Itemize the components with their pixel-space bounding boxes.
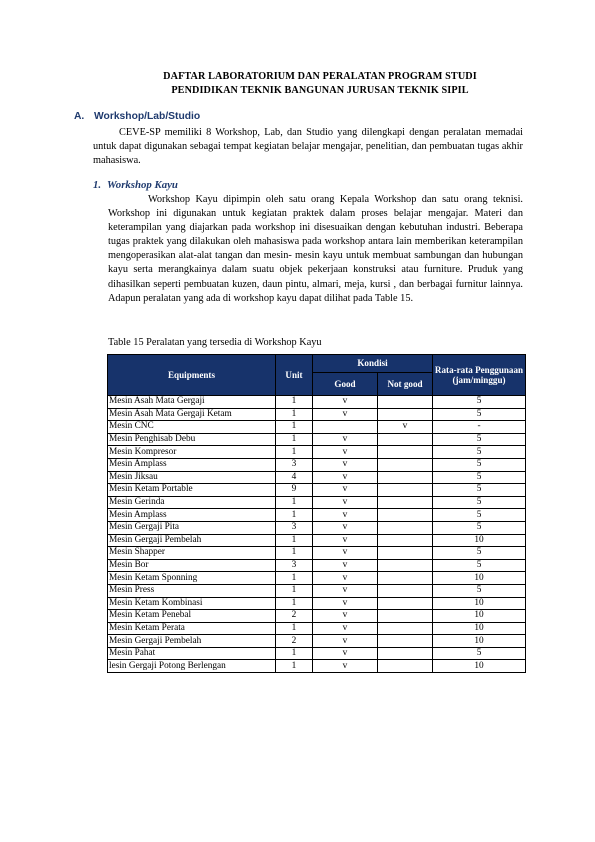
cell-not-good [378, 597, 433, 610]
header-good: Good [313, 373, 378, 396]
cell-unit: 2 [276, 635, 313, 648]
equipment-table [107, 354, 526, 673]
cell-equipment-name: Mesin Pahat [108, 647, 276, 660]
cell-equipment-name: Mesin Amplass [108, 509, 276, 522]
cell-equipment-name: Mesin Amplass [108, 458, 276, 471]
cell-good: v [313, 635, 378, 648]
cell-unit: 3 [276, 559, 313, 572]
cell-equipment-name: Mesin Asah Mata Gergaji Ketam [108, 408, 276, 421]
cell-usage: 10 [433, 572, 526, 585]
cell-not-good [378, 547, 433, 560]
cell-good: v [313, 484, 378, 497]
document-title-line2: PENDIDIKAN TEKNIK BANGUNAN JURUSAN TEKNIK SIPIL [171, 85, 469, 96]
cell-equipment-name: Mesin CNC [108, 421, 276, 434]
cell-equipment-name: Mesin Gergaji Pembelah [108, 534, 276, 547]
header-equipments: Equipments [108, 355, 276, 396]
cell-unit: 1 [276, 622, 313, 635]
cell-usage: 10 [433, 597, 526, 610]
cell-not-good [378, 458, 433, 471]
cell-good: v [313, 647, 378, 660]
cell-usage: 5 [433, 547, 526, 560]
cell-unit: 1 [276, 597, 313, 610]
table-row [108, 496, 526, 509]
cell-not-good [378, 635, 433, 648]
table-row [108, 572, 526, 585]
cell-good: v [313, 408, 378, 421]
table-row [108, 408, 526, 421]
cell-unit: 1 [276, 534, 313, 547]
cell-good [313, 421, 378, 434]
cell-usage: 10 [433, 622, 526, 635]
table-row [108, 471, 526, 484]
table-row [108, 547, 526, 560]
cell-usage: 5 [433, 471, 526, 484]
cell-good: v [313, 496, 378, 509]
cell-good: v [313, 622, 378, 635]
cell-usage: 10 [433, 610, 526, 623]
cell-good: v [313, 396, 378, 409]
table-row [108, 446, 526, 459]
cell-equipment-name: Mesin Ketam Kombinasi [108, 597, 276, 610]
cell-not-good [378, 433, 433, 446]
cell-usage: 5 [433, 408, 526, 421]
cell-usage: - [433, 421, 526, 434]
cell-usage: 10 [433, 635, 526, 648]
document-title-line1: DAFTAR LABORATORIUM DAN PERALATAN PROGRAM STUDI [163, 71, 477, 82]
header-usage: Rata-rata Penggunaan (jam/minggu) [433, 355, 526, 396]
cell-unit: 1 [276, 421, 313, 434]
table-row [108, 559, 526, 572]
cell-usage: 5 [433, 446, 526, 459]
table-row [108, 421, 526, 434]
cell-usage: 5 [433, 584, 526, 597]
table-row [108, 484, 526, 497]
subsection-paragraph: Workshop Kayu dipimpin oleh satu orang Kepala Workshop dan satu orang teknisi. Workshop ini digunakan untuk kegiatan praktek dalam proses belajar mengajar. Materi dan keterampilan yang diajarkan pada workshop ini disesuaikan dengan kebutuhan industri. Beberapa tugas praktek yang dilakukan oleh mahasiswa pada workshop antara lain memberikan keterampilan mengoperasikan alat-alat tangan dan mesin- mesin kayu untuk membuat sambungan dan hubungan kayu serta merangkainya dalam suatu objek pekerjaan konstruksi atau furniture. Pruduk yang dihasilkan seperti pembuatan kuzen, daun pintu, almari, meja, kursi , dan berbagai furnitur lainnya. Adapun peralatan yang ada di workshop kayu dapat dilihat pada Table 15. [108, 194, 523, 304]
cell-good: v [313, 660, 378, 673]
cell-equipment-name: Mesin Gerinda [108, 496, 276, 509]
cell-equipment-name: Mesin Jiksau [108, 471, 276, 484]
cell-usage: 5 [433, 484, 526, 497]
cell-unit: 4 [276, 471, 313, 484]
table-row [108, 534, 526, 547]
cell-usage: 5 [433, 396, 526, 409]
cell-not-good [378, 509, 433, 522]
subsection-heading [93, 179, 178, 191]
cell-not-good [378, 610, 433, 623]
table-row [108, 396, 526, 409]
cell-not-good [378, 496, 433, 509]
cell-equipment-name: Mesin Shapper [108, 547, 276, 560]
cell-good: v [313, 471, 378, 484]
table-row [108, 584, 526, 597]
cell-usage: 10 [433, 534, 526, 547]
section-a-paragraph: CEVE-SP memiliki 8 Workshop, Lab, dan Studio yang dilengkapi dengan peralatan memadai untuk dapat digunakan sebagai tempat kegiatan belajar mengajar, penelitian, dan pembuatan tugas akhir mahasiswa. [93, 127, 523, 166]
cell-unit: 1 [276, 547, 313, 560]
cell-unit: 1 [276, 496, 313, 509]
cell-usage: 10 [433, 660, 526, 673]
cell-not-good: v [378, 421, 433, 434]
cell-not-good [378, 408, 433, 421]
table-caption: Table 15 Peralatan yang tersedia di Workshop Kayu [108, 337, 322, 348]
cell-good: v [313, 572, 378, 585]
cell-not-good [378, 559, 433, 572]
header-unit: Unit [276, 355, 313, 396]
cell-unit: 1 [276, 446, 313, 459]
cell-unit: 1 [276, 647, 313, 660]
header-not-good: Not good [378, 373, 433, 396]
cell-equipment-name: Mesin Kompresor [108, 446, 276, 459]
cell-good: v [313, 534, 378, 547]
cell-good: v [313, 458, 378, 471]
cell-equipment-name: Mesin Ketam Perata [108, 622, 276, 635]
cell-unit: 1 [276, 433, 313, 446]
cell-not-good [378, 534, 433, 547]
cell-not-good [378, 471, 433, 484]
cell-equipment-name: lesin Gergaji Potong Berlengan [108, 660, 276, 673]
table-row [108, 610, 526, 623]
cell-good: v [313, 521, 378, 534]
table-row [108, 521, 526, 534]
subsection-title: Workshop Kayu [107, 179, 178, 191]
cell-good: v [313, 433, 378, 446]
section-a-letter: A. [74, 111, 85, 122]
cell-good: v [313, 610, 378, 623]
cell-unit: 1 [276, 572, 313, 585]
equipment-table-body [108, 396, 526, 673]
cell-equipment-name: Mesin Penghisab Debu [108, 433, 276, 446]
table-row [108, 622, 526, 635]
cell-usage: 5 [433, 458, 526, 471]
table-row [108, 635, 526, 648]
cell-usage: 5 [433, 521, 526, 534]
cell-usage: 5 [433, 559, 526, 572]
section-a-title: Workshop/Lab/Studio [94, 111, 201, 122]
cell-unit: 3 [276, 458, 313, 471]
cell-equipment-name: Mesin Gergaji Pembelah [108, 635, 276, 648]
cell-usage: 5 [433, 433, 526, 446]
table-row [108, 597, 526, 610]
cell-not-good [378, 660, 433, 673]
cell-unit: 1 [276, 408, 313, 421]
cell-good: v [313, 559, 378, 572]
table-row [108, 660, 526, 673]
cell-equipment-name: Mesin Ketam Penebal [108, 610, 276, 623]
cell-not-good [378, 572, 433, 585]
cell-usage: 5 [433, 509, 526, 522]
cell-equipment-name: Mesin Bor [108, 559, 276, 572]
cell-unit: 3 [276, 521, 313, 534]
header-kondisi: Kondisi [313, 355, 433, 373]
table-row [108, 458, 526, 471]
cell-unit: 2 [276, 610, 313, 623]
table-row [108, 647, 526, 660]
cell-usage: 5 [433, 496, 526, 509]
cell-good: v [313, 547, 378, 560]
cell-unit: 1 [276, 660, 313, 673]
cell-good: v [313, 509, 378, 522]
cell-unit: 1 [276, 584, 313, 597]
table-row [108, 509, 526, 522]
cell-equipment-name: Mesin Ketam Portable [108, 484, 276, 497]
cell-not-good [378, 484, 433, 497]
cell-usage: 5 [433, 647, 526, 660]
cell-good: v [313, 597, 378, 610]
cell-unit: 1 [276, 509, 313, 522]
table-row [108, 433, 526, 446]
section-a-heading [74, 111, 200, 122]
cell-good: v [313, 446, 378, 459]
cell-not-good [378, 622, 433, 635]
cell-not-good [378, 521, 433, 534]
cell-equipment-name: Mesin Press [108, 584, 276, 597]
cell-not-good [378, 446, 433, 459]
cell-good: v [313, 584, 378, 597]
cell-not-good [378, 584, 433, 597]
cell-not-good [378, 396, 433, 409]
cell-not-good [378, 647, 433, 660]
cell-equipment-name: Mesin Ketam Sponning [108, 572, 276, 585]
subsection-number: 1. [93, 179, 102, 191]
cell-unit: 9 [276, 484, 313, 497]
cell-unit: 1 [276, 396, 313, 409]
cell-equipment-name: Mesin Gergaji Pita [108, 521, 276, 534]
cell-equipment-name: Mesin Asah Mata Gergaji [108, 396, 276, 409]
